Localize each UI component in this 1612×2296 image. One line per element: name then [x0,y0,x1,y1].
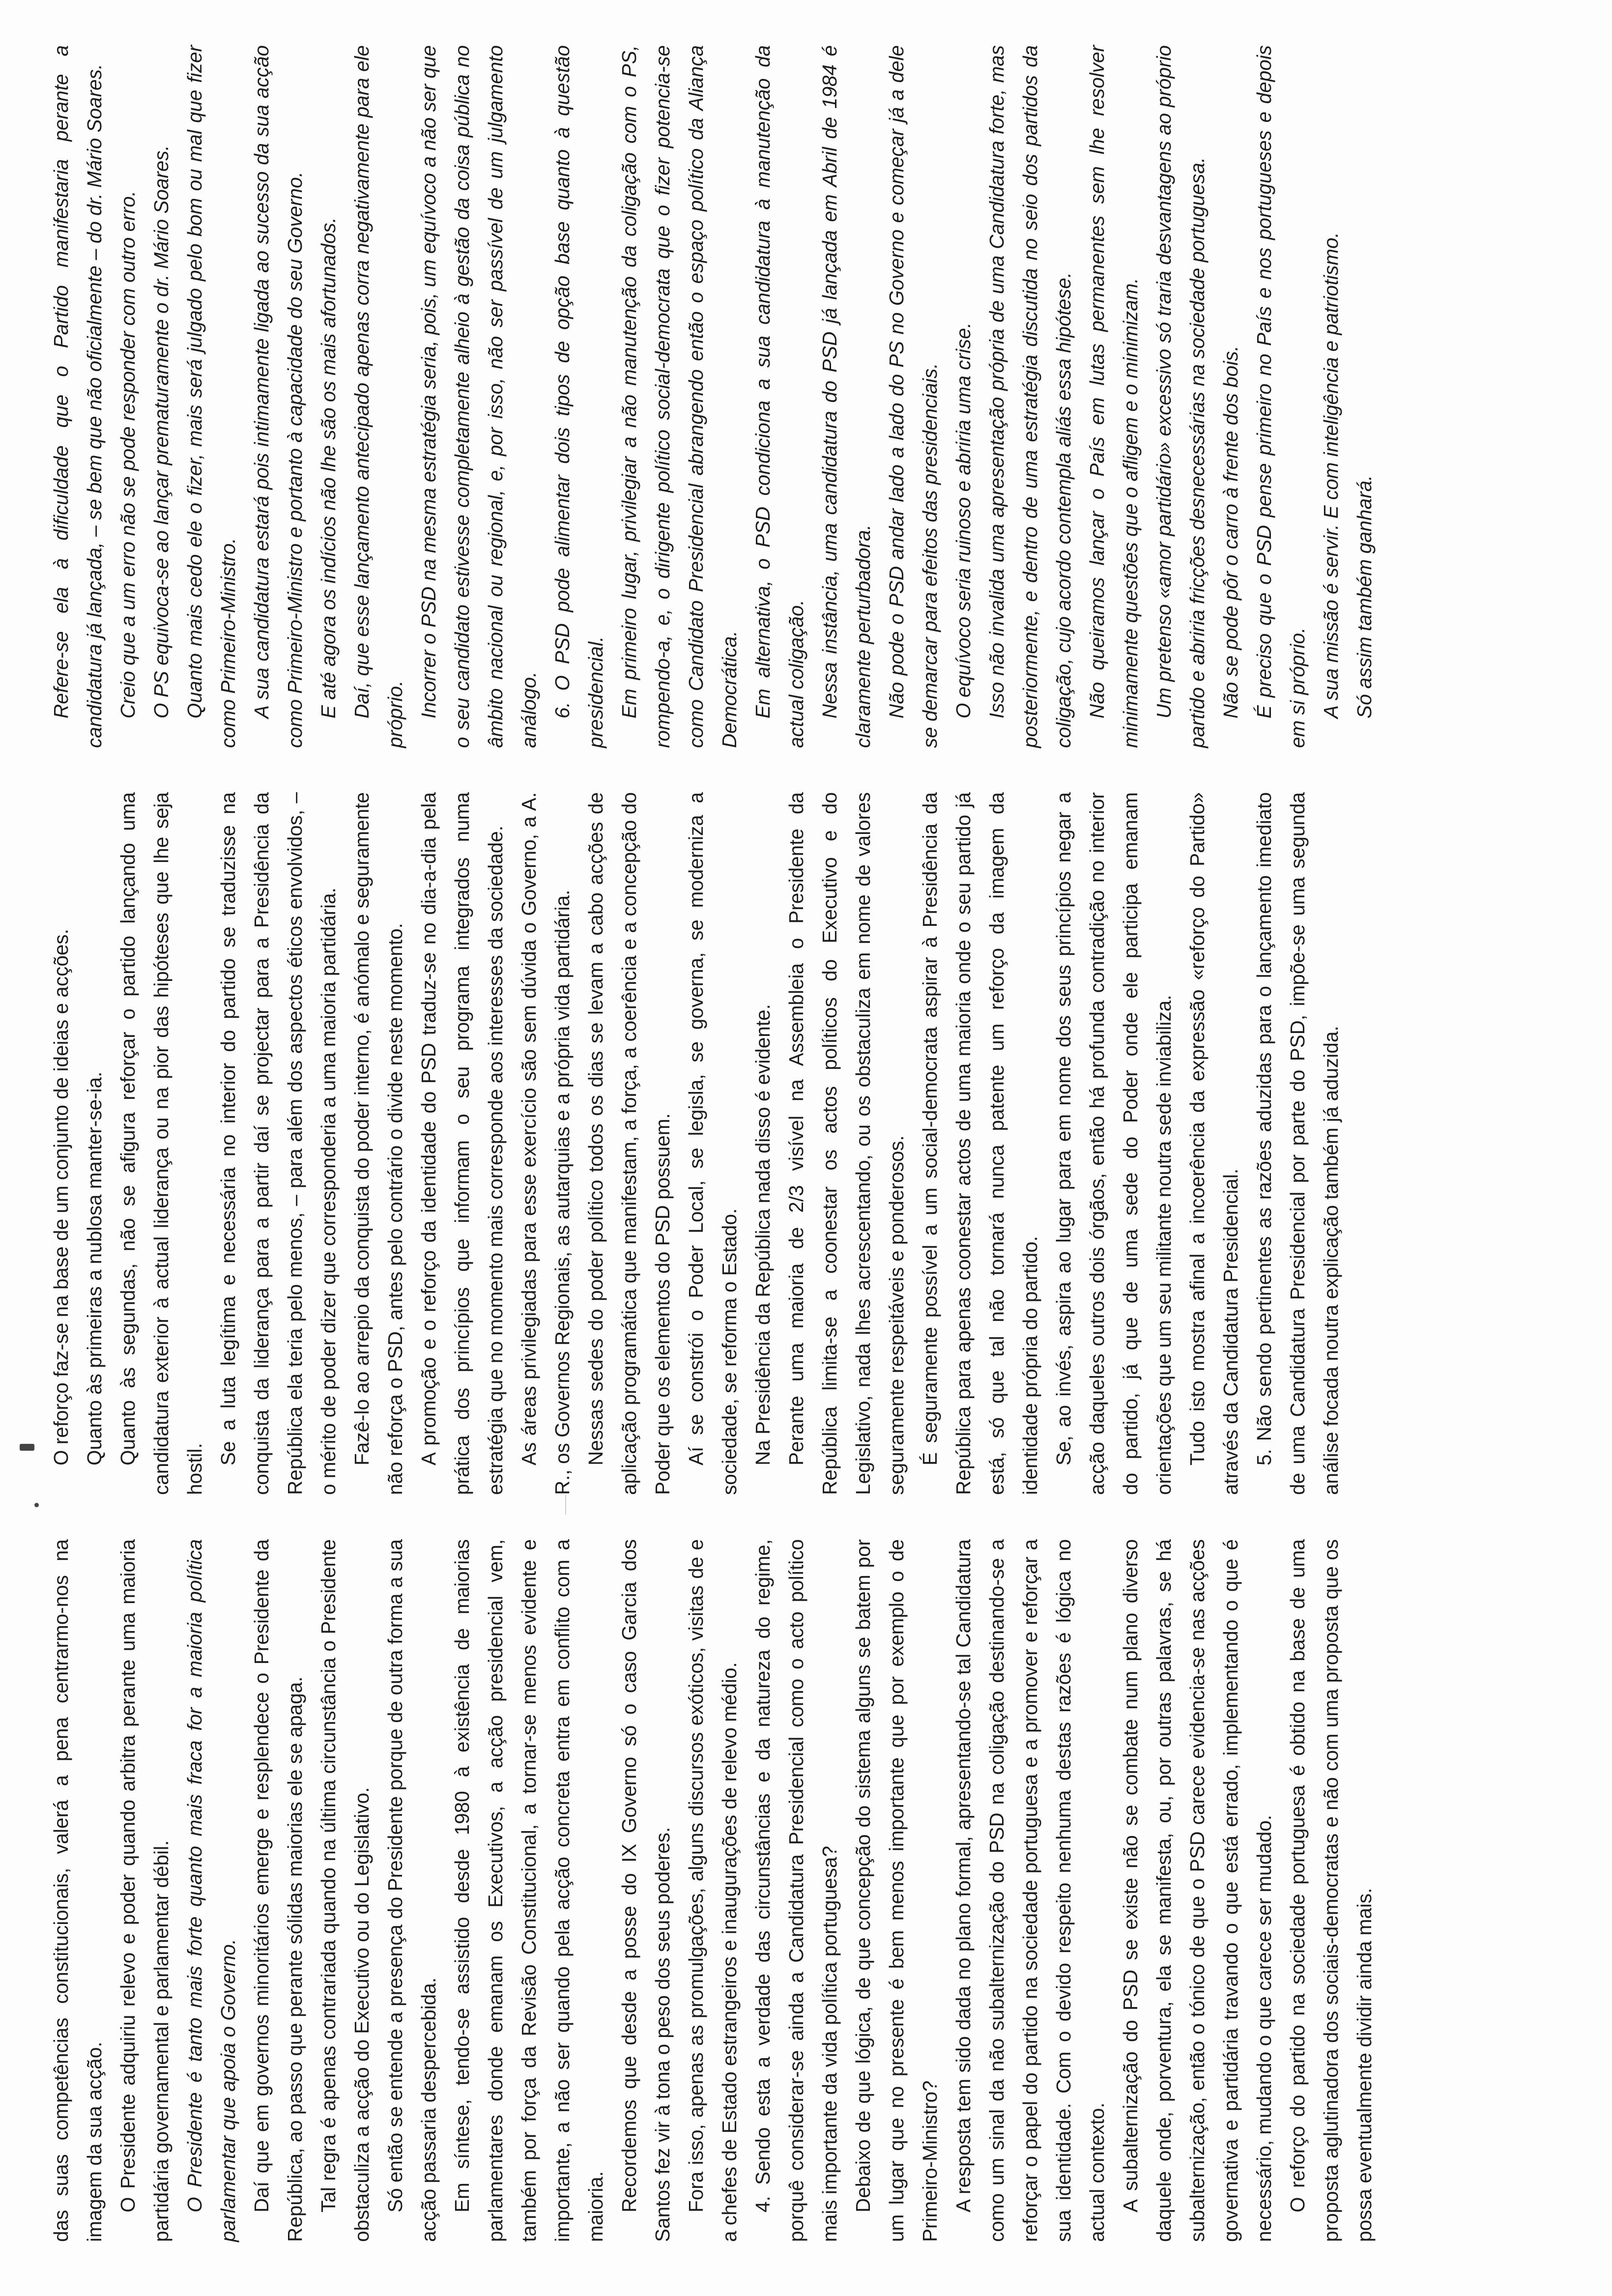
paragraph: O Presidente adquiriu relevo e poder quando arbitra perante uma maioria partidária governamental e parlamentar débil. [116,1539,173,2242]
text-column-3 [44,45,1381,748]
paragraph: 5. Não sendo pertinentes as razões aduzidas para o lançamento imediato de uma Candidatura Presidencial por parte do PSD, impõe-se uma segunda análise focada noutra explicação também já aduzida. [1253,792,1342,1495]
scan-speck [34,1503,39,1507]
text-column-2 [44,792,1348,1495]
paragraph: Aí se constrói o Poder Local, se legisla, se governa, se moderniza a sociedade, se reforma o Estado. [685,792,741,1495]
paragraph: das suas competências constitucionais, valerá a pena centrarmo-nos na imagem da sua acção. [50,1539,106,2242]
paragraph: 4. Sendo esta a verdade das circunstâncias e da natureza do regime, porquê considerar-se ainda a Candidatura Presidencial como o acto político mais importante da vida política portuguesa? [751,1539,841,2242]
paragraph: Nessa instância, uma candidatura do PSD já lançada em Abril de 1984 é claramente perturbadora. [818,45,874,748]
paragraph: Daí que em governos minoritários emerge e resplendece o Presidente da República, ao passo que perante sólidas maiorias ele se apaga. [250,1539,306,2242]
paragraph: Tudo isto mostra afinal a incoerência da expressão «reforço do Partido» através da Candidatura Presidencial. [1186,792,1242,1495]
paragraph: Quanto às primeiras a nublosa manter-se-ia. [83,1071,106,1465]
paragraph: A resposta tem sido dada no plano formal, apresentando-se tal Candidatura como um sinal da não subalternização do PSD na coligação destinando-se a reforçar o papel do partido na sociedade portuguesa e a promover e reforçar a sua identidade. Com o devido respeito nenhuma destas razões é lógica no actual contexto. [952,1539,1108,2242]
paragraph: Tal regra é apenas contrariada quando na última circunstância o Presidente obstaculiza a acção do Executivo ou do Legislativo. [317,1539,373,2242]
paragraph: Fazê-lo ao arrepio da conquista do poder interno, é anómalo e seguramente não reforça o PSD, antes pelo contrário o divide neste momento. [350,792,406,1495]
paragraph: Fora isso, apenas as promulgações, alguns discursos exóticos, visitas de e a chefes de Estado estrangeiros e inaugurações de relevo médio. [685,1539,741,2242]
paragraph: Só assim também ganhará. [1353,475,1376,718]
paragraph: Em síntese, tendo-se assistido desde 1980 à existência de maiorias parlamentares donde emanam os Executivos, a acção presidencial vem, também por força da Revisão Constitucional, a tornar-se menos evidente e importante, a não ser quando pela acção concreta entra em conflito com a maioria. [451,1539,607,2242]
paragraph: É preciso que o PSD pense primeiro no País e nos portugueses e depois em si próprio. [1253,45,1309,748]
paragraph: O reforço faz-se na base de um conjunto de ideias e acções. [50,929,72,1465]
paragraph: O PS equivoca-se ao lançar prematuramente o dr. Mário Soares. [150,145,173,718]
paragraph: A sua candidatura estará pois intimamente ligada ao sucesso da sua acção como Primeiro-Ministro e portanto à capacidade do seu Governo. [250,45,306,748]
scan-speck [20,1444,34,1451]
paragraph: Em primeiro lugar, privilegiar a não manutenção da coligação com o PS, rompendo-a, e, o dirigente político social-democrata que o fizer potencia-se como Candidato Presidencial abrangendo então o espaço político da Aliança Democrática. [618,45,741,748]
paragraph: E até agora os indícios não lhe são os mais afortunados. [317,217,340,718]
paragraph: A sua missão é servir. E com inteligência e patriotismo. [1320,232,1342,718]
paragraph: Refere-se ela à dificuldade que o Partido manifestaria perante a candidatura já lançada, – se bem que não oficialmente – do dr. Mário Soares. [50,45,106,748]
paragraph: Não pode o PSD andar lado a lado do PS no Governo e começar já a dele se demarcar para efeitos das presidenciais. [885,45,941,748]
paragraph: Quanto mais cedo ele o fizer, mais será julgado pelo bom ou mal que fizer como Primeiro-Ministro. [183,45,239,748]
paragraph: O equívoco seria ruinoso e abriria uma crise. [952,322,975,718]
paragraph: Debaixo de que lógica, de que concepção do sistema alguns se batem por um lugar que no presente é bem menos importante que por exemplo o de Primeiro-Ministro? [852,1539,941,2242]
paragraph: Perante uma maioria de 2/3 visível na Assembleia o Presidente da República limita-se a coonestar os actos políticos do Executivo e do Legislativo, nada lhes acrescentando, ou os obstaculiza em nome de valores seguramente respeitáveis e ponderosos. [785,792,908,1495]
paragraph: Incorrer o PSD na mesma estratégia seria, pois, um equívoco a não ser que o seu candidato estivesse completamente alheio à gestão da coisa pública no âmbito nacional ou regional, e, por isso, não ser passível de um julgamento análogo. [417,45,540,748]
paragraph: 6. O PSD pode alimentar dois tipos de opção base quanto à questão presidencial. [551,45,607,748]
paragraph: Não queiramos lançar o País em lutas permanentes sem lhe resolver minimamente questões que o afligem e o minimizam. [1086,45,1142,748]
paragraph: A promoção e o reforço da identidade do PSD traduz-se no dia-a-dia pela prática dos princípios que informam o seu programa integrados numa estratégia que no momento mais corresponde aos interesses da sociedade. [417,792,507,1495]
paragraph: O Presidente é tanto mais forte quanto mais fraca for a maioria política parlamentar que apoia o Governo. [183,1539,239,2242]
paragraph: As áreas privilegiadas para esse exercício são sem dúvida o Governo, a A. R., os Governos Regionais, as autarquias e a própria vida partidária. [518,792,574,1495]
paragraph: Nessas sedes do poder político todos os dias se levam a cabo acções de aplicação programática que manifestam, a força, a coerência e a concepção do Poder que os elementos do PSD possuem. [584,792,674,1495]
paragraph: Isso não invalida uma apresentação própria de uma Candidatura forte, mas posteriormente, e dentro de uma estratégia discutida no seio dos partidos da coligação, cujo acordo contempla aliás essa hipótese. [985,45,1075,748]
paragraph: Não se pode pôr o carro à frente dos bois. [1219,345,1242,718]
paragraph: Na Presidência da República nada disso é evidente. [751,1004,774,1465]
paragraph: Creio que a um erro não se pode responder com outro erro. [116,191,139,718]
paragraph: A subalternização do PSD se existe não se combate num plano diverso daquele onde, porventura, ela se manifesta, ou, por outras palavras, se há subalternização, então o tónico de que o PSD carece evidencia-se nas acções governativa e partidária travando o que está errado, implementando o que é necessário, mudando o que carece ser mudado. [1119,1539,1275,2242]
paragraph: Daí, que esse lançamento antecipado apenas corra negativamente para ele próprio. [350,45,406,748]
paragraph: Se, ao invés, aspira ao lugar para em nome dos seus princípios negar a acção daqueles outros dois órgãos, então há profunda contradição no interior do partido, já que de uma sede do Poder onde ele participa emanam orientações que um seu militante noutra sede inviabiliza. [1052,792,1175,1495]
paragraph: É seguramente possível a um social-democrata aspirar à Presidência da República para apenas coonestar actos de uma maioria onde o seu partido já está, só que tal não tornará nunca patente um reforço da imagem da identidade própria do partido. [919,792,1041,1495]
paragraph: Quanto às segundas, não se afigura reforçar o partido lançando uma candidatura exterior à actual liderança ou na pior das hipóteses que lhe seja hostil. [116,792,206,1495]
paragraph: Só então se entende a presença do Presidente porque de outra forma a sua acção passaria despercebida. [384,1539,440,2242]
scan-artifact-line [565,1495,566,1515]
paragraph: Recordemos que desde a posse do IX Governo só o caso Garcia dos Santos fez vir à tona o peso dos seus poderes. [618,1539,674,2242]
paragraph: O reforço do partido na sociedade portuguesa é obtido na base de uma proposta aglutinadora dos sociais-democratas e não com uma proposta que os possa eventualmente dividir ainda mais. [1286,1539,1376,2242]
paragraph: Em alternativa, o PSD condiciona a sua candidatura à manutenção da actual coligação. [751,45,807,748]
text-column-1 [44,1539,1381,2242]
paragraph: Um pretenso «amor partidário» excessivo só traria desvantagens ao próprio partido e abriria fricções desnecessárias na sociedade portuguesa. [1152,45,1209,748]
paragraph: Se a luta legítima e necessária no interior do partido se traduzisse na conquista da liderança para a partir daí se projectar para a Presidência da República ela teria pelo menos, – para além dos aspectos éticos envolvidos, – o mérito de poder dizer que corresponderia a uma maioria partidária. [217,792,340,1495]
